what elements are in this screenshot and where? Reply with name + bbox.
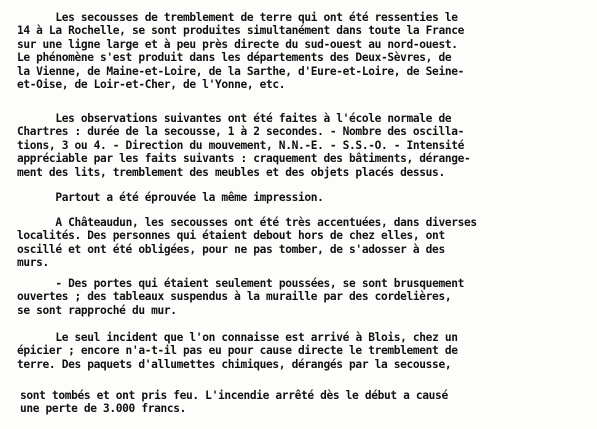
paragraph-meme-impression: Partout a été éprouvée la même impression. [17,191,324,204]
paragraph-incendie: sont tombés et ont pris feu. L'incendie arrêté dès le début a causé une perte de 3.000 francs. [20,389,448,416]
paragraph-la-rochelle: Les secousses de tremblement de terre qui ont été ressenties le 14 à La Rochelle, se sont produites simultanément dans toute la France sur une ligne large et à peu près directe du sud-ouest au nord-ouest. Le phénomène s'est produit dans les départements des Deux-Sèvres, de la Vienne, de Maine-et-Loire, de la Sarthe, d'Eure-et-Loire, de Seine- et-Oise, de Loir-et-Cher, de l'Yonne, etc. [17,11,464,92]
paragraph-blois-incident: Le seul incident que l'on connaisse est arrivé à Blois, chez un épicier ; encore n'a-t-il pas eu pour cause directe le tremblement de terre. Des paquets d'allumettes chimiques, dérangés par la secousse, [17,331,458,371]
paragraph-chartres-observations: Les observations suivantes ont été faites à l'école normale de Chartres : durée de la secousse, 1 à 2 secondes. - Nombre des oscilla- tions, 3 ou 4. - Direction du mouvement, N.N.-E. - S.S.-O. - Intensité appréciable par les faits suivants : craquement des bâtiments, dérange- ment des lits, tremblement des meubles et des objets placés dessus. [17,112,471,179]
paragraph-portes: - Des portes qui étaient seulement poussées, se sont brusquement ouvertes ; des tableaux suspendus à la muraille par des cordelières, se sont rapproché du mur. [17,277,464,317]
paragraph-chateaudun: A Châteaudun, les secousses ont été très accentuées, dans diverses localités. Des personnes qui étaient debout hors de chez elles, ont oscillé et ont été obligées, pour ne pas tomber, de s'adosser à des murs. [17,216,477,270]
